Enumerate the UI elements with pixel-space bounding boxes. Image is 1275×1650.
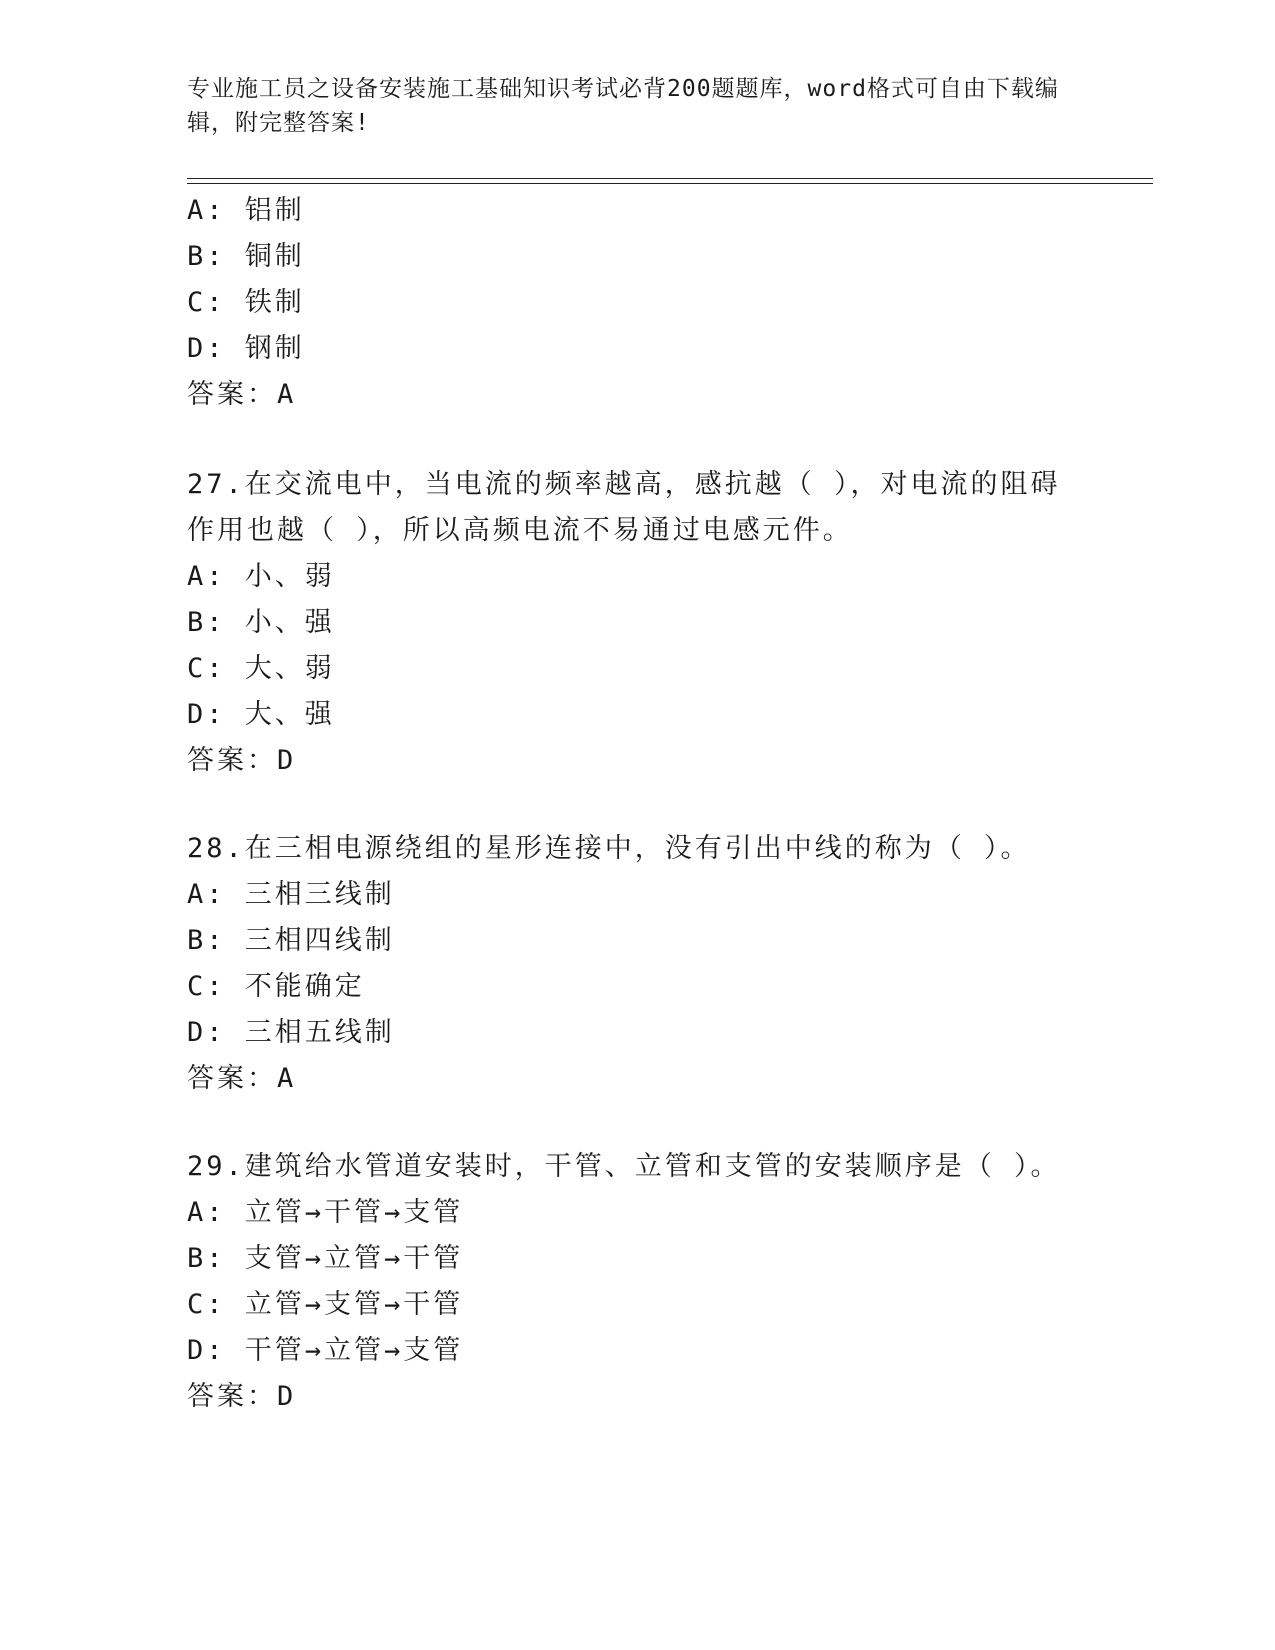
option-d: D: 大、强 bbox=[187, 699, 335, 730]
question-text: 27.在交流电中，当电流的频率越高，感抗越（ ），对电流的阻碍作用也越（ ），所以高频电流不易通过电感元件。 bbox=[187, 469, 1061, 546]
option-c: C: 立管→支管→干管 bbox=[187, 1289, 464, 1320]
question-27 bbox=[187, 462, 1153, 784]
question-text: 28.在三相电源绕组的星形连接中，没有引出中线的称为（ ）。 bbox=[187, 833, 1031, 864]
spacer bbox=[187, 784, 1153, 826]
option-b: B: 三相四线制 bbox=[187, 925, 395, 956]
option-a: A: 三相三线制 bbox=[187, 879, 395, 910]
spacer bbox=[187, 1102, 1153, 1144]
answer: 答案：D bbox=[187, 1381, 297, 1412]
option-c: C: 铁制 bbox=[187, 287, 305, 318]
question-list bbox=[187, 188, 1153, 1420]
document-header: 专业施工员之设备安装施工基础知识考试必背200题题库，word格式可自由下载编辑，附完整答案! bbox=[187, 76, 1059, 136]
option-d: D: 三相五线制 bbox=[187, 1017, 395, 1048]
answer: 答案：D bbox=[187, 745, 297, 776]
option-b: B: 铜制 bbox=[187, 241, 305, 272]
option-b: B: 小、强 bbox=[187, 607, 335, 638]
header-rule-bottom bbox=[187, 183, 1153, 184]
answer: 答案：A bbox=[187, 1063, 297, 1094]
option-c: C: 不能确定 bbox=[187, 971, 365, 1002]
option-a: A: 小、弱 bbox=[187, 561, 335, 592]
question-29 bbox=[187, 1144, 1153, 1420]
header-rule-top bbox=[187, 178, 1153, 179]
spacer bbox=[187, 418, 1153, 462]
option-a: A: 铝制 bbox=[187, 195, 305, 226]
question-28 bbox=[187, 826, 1153, 1102]
option-a: A: 立管→干管→支管 bbox=[187, 1197, 464, 1228]
answer: 答案：A bbox=[187, 379, 297, 410]
question-text: 29.建筑给水管道安装时，干管、立管和支管的安装顺序是（ ）。 bbox=[187, 1151, 1061, 1182]
option-c: C: 大、弱 bbox=[187, 653, 335, 684]
option-d: D: 干管→立管→支管 bbox=[187, 1335, 464, 1366]
option-d: D: 钢制 bbox=[187, 333, 305, 364]
question-26 bbox=[187, 188, 1153, 418]
option-b: B: 支管→立管→干管 bbox=[187, 1243, 464, 1274]
